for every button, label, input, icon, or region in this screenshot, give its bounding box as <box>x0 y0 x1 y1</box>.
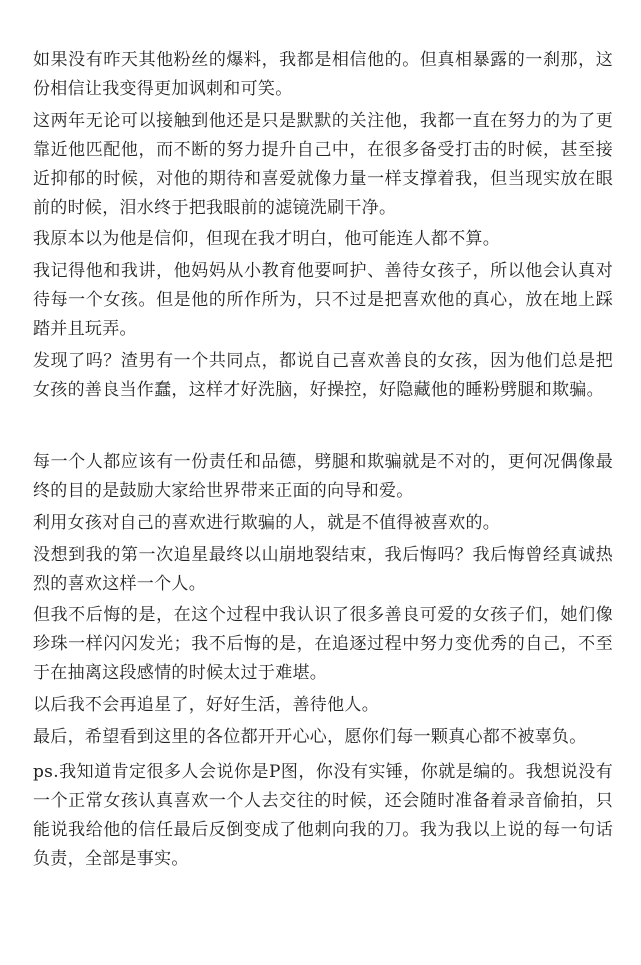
postscript-paragraph: ps.我知道肯定很多人会说你是P图，你没有实锤，你就是编的。我想说没有一个正常女孩认真喜欢一个人去交往的时候，还会随时准备着录音偷拍，只能说我给他的信任最后反倒变成了他刺向我的刀。我为我以上说的每一句话负责，全部是事实。 <box>33 761 613 869</box>
paragraph: 发现了吗？渣男有一个共同点，都说自己喜欢善良的女孩，因为他们总是把女孩的善良当作蠢，这样才好洗脑，好操控，好隐藏他的睡粉劈腿和欺骗。 <box>33 351 613 400</box>
paragraph: 如果没有昨天其他粉丝的爆料，我都是相信他的。但真相暴露的一刹那，这份相信让我变得更加讽刺和可笑。 <box>33 50 613 99</box>
paragraph: 这两年无论可以接触到他还是只是默默的关注他，我都一直在努力的为了更靠近他匹配他，而不断的努力提升自己中，在很多备受打击的时候，甚至接近抑郁的时候，对他的期待和喜爱就像力量一样支撑着我，但当现实放在眼前的时候，泪水终于把我眼前的滤镜洗刷干净。 <box>33 110 613 218</box>
paragraph: 我原本以为他是信仰，但现在我才明白，他可能连人都不算。 <box>33 229 501 250</box>
paragraph: 但我不后悔的是，在这个过程中我认识了很多善良可爱的女孩子们，她们像珍珠一样闪闪发光；我不后悔的是，在追逐过程中努力变优秀的自己，不至于在抽离这段感情的时候太过于难堪。 <box>33 605 613 684</box>
paragraph: 最后，希望看到这里的各位都开开心心，愿你们每一颗真心都不被辜负。 <box>33 727 587 748</box>
paragraph: 以后我不会再追星了，好好生活，善待他人。 <box>33 695 379 716</box>
paragraph: 没想到我的第一次追星最终以山崩地裂结束，我后悔吗？我后悔曾经真诚热烈的喜欢这样一个人。 <box>33 544 613 594</box>
article-body <box>33 46 613 877</box>
paragraph: 利用女孩对自己的喜欢进行欺骗的人，就是不值得被喜欢的。 <box>33 512 501 533</box>
paragraph: 每一个人都应该有一份责任和品德，劈腿和欺骗就是不对的，更何况偶像最终的目的是鼓励大家给世界带来正面的向导和爱。 <box>33 451 613 501</box>
section-gap <box>33 408 613 448</box>
paragraph: 我记得他和我讲，他妈妈从小教育他要呵护、善待女孩子，所以他会认真对待每一个女孩。但是他的所作所为，只不过是把喜欢他的真心，放在地上踩踏并且玩弄。 <box>33 261 613 340</box>
